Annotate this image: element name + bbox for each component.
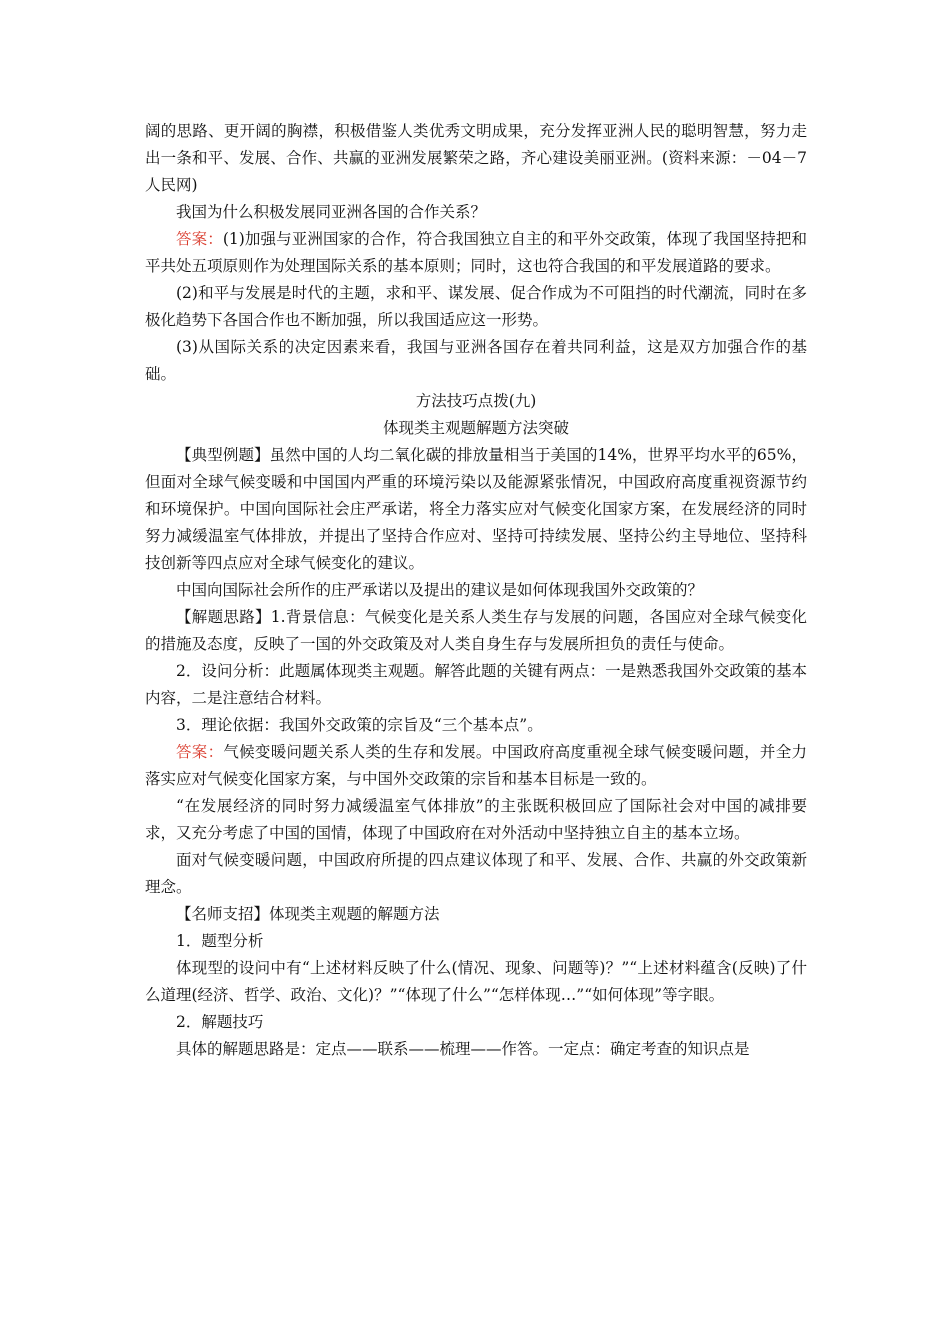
paragraph: 2．解题技巧 [176, 1013, 264, 1031]
answer-paragraph: 答案：气候变暖问题关系人类的生存和发展。中国政府高度重视全球气候变暖问题，并全力落实应对气候变化国家方案，与中国外交政策的宗旨和基本目标是一致的。 [145, 743, 807, 788]
answer-label: 答案： [176, 230, 223, 248]
answer-label: 答案： [176, 743, 224, 761]
paragraph: 体现型的设问中有“上述材料反映了什么(情况、现象、问题等)？”“上述材料蕴含(反映)了什么道理(经济、哲学、政治、文化)？”“体现了什么”“怎样体现…”“如何体现”等字眼。 [145, 959, 807, 1004]
paragraph: 阔的思路、更开阔的胸襟，积极借鉴人类优秀文明成果，充分发挥亚洲人民的聪明智慧，努力走出一条和平、发展、合作、共赢的亚洲发展繁荣之路，齐心建设美丽亚洲。(资料来源：－04－7 人民网) [145, 122, 807, 194]
paragraph: (3)从国际关系的决定因素来看，我国与亚洲各国存在着共同利益，这是双方加强合作的基础。 [145, 338, 807, 383]
section-title: 方法技巧点拨(九) [415, 392, 537, 410]
document-body [145, 118, 807, 1063]
paragraph: “在发展经济的同时努力减缓温室气体排放”的主张既积极回应了国际社会对中国的减排要求，又充分考虑了中国的国情，体现了中国政府在对外活动中坚持独立自主的基本立场。 [145, 797, 807, 842]
question-paragraph: 中国向国际社会所作的庄严承诺以及提出的建议是如何体现我国外交政策的？ [176, 581, 704, 599]
paragraph: 1．题型分析 [176, 932, 264, 950]
paragraph: 【名师支招】体现类主观题的解题方法 [176, 905, 440, 923]
paragraph: 具体的解题思路是：定点——联系——梳理——作答。一定点：确定考查的知识点是 [176, 1040, 750, 1058]
paragraph: 【解题思路】1.背景信息：气候变化是关系人类生存与发展的问题，各国应对全球气候变化的措施及态度，反映了一国的外交政策及对人类自身生存与发展所担负的责任与使命。 [145, 608, 807, 653]
paragraph: 2．设问分析：此题属体现类主观题。解答此题的关键有两点：一是熟悉我国外交政策的基本内容，二是注意结合材料。 [145, 662, 807, 707]
answer-paragraph: 答案：(1)加强与亚洲国家的合作，符合我国独立自主的和平外交政策，体现了我国坚持把和平共处五项原则作为处理国际关系的基本原则；同时，这也符合我国的和平发展道路的要求。 [145, 230, 807, 275]
paragraph: (2)和平与发展是时代的主题，求和平、谋发展、促合作成为不可阻挡的时代潮流，同时在多极化趋势下各国合作也不断加强，所以我国适应这一形势。 [145, 284, 807, 329]
paragraph: 【典型例题】虽然中国的人均二氧化碳的排放量相当于美国的14%，世界平均水平的65%，但面对全球气候变暖和中国国内严重的环境污染以及能源紧张情况，中国政府高度重视资源节约和环境保护。中国向国际社会庄严承诺，将全力落实应对气候变化国家方案，在发展经济的同时努力减缓温室气体排放，并提出了坚持合作应对、坚持可持续发展、坚持公约主导地位、坚持科技创新等四点应对全球气候变化的建议。 [145, 446, 807, 572]
paragraph: 3．理论依据：我国外交政策的宗旨及“三个基本点”。 [176, 716, 543, 734]
question-paragraph: 我国为什么积极发展同亚洲各国的合作关系？ [176, 203, 487, 221]
paragraph: 面对气候变暖问题，中国政府所提的四点建议体现了和平、发展、合作、共赢的外交政策新理念。 [145, 851, 807, 896]
section-subtitle: 体现类主观题解题方法突破 [382, 419, 569, 437]
